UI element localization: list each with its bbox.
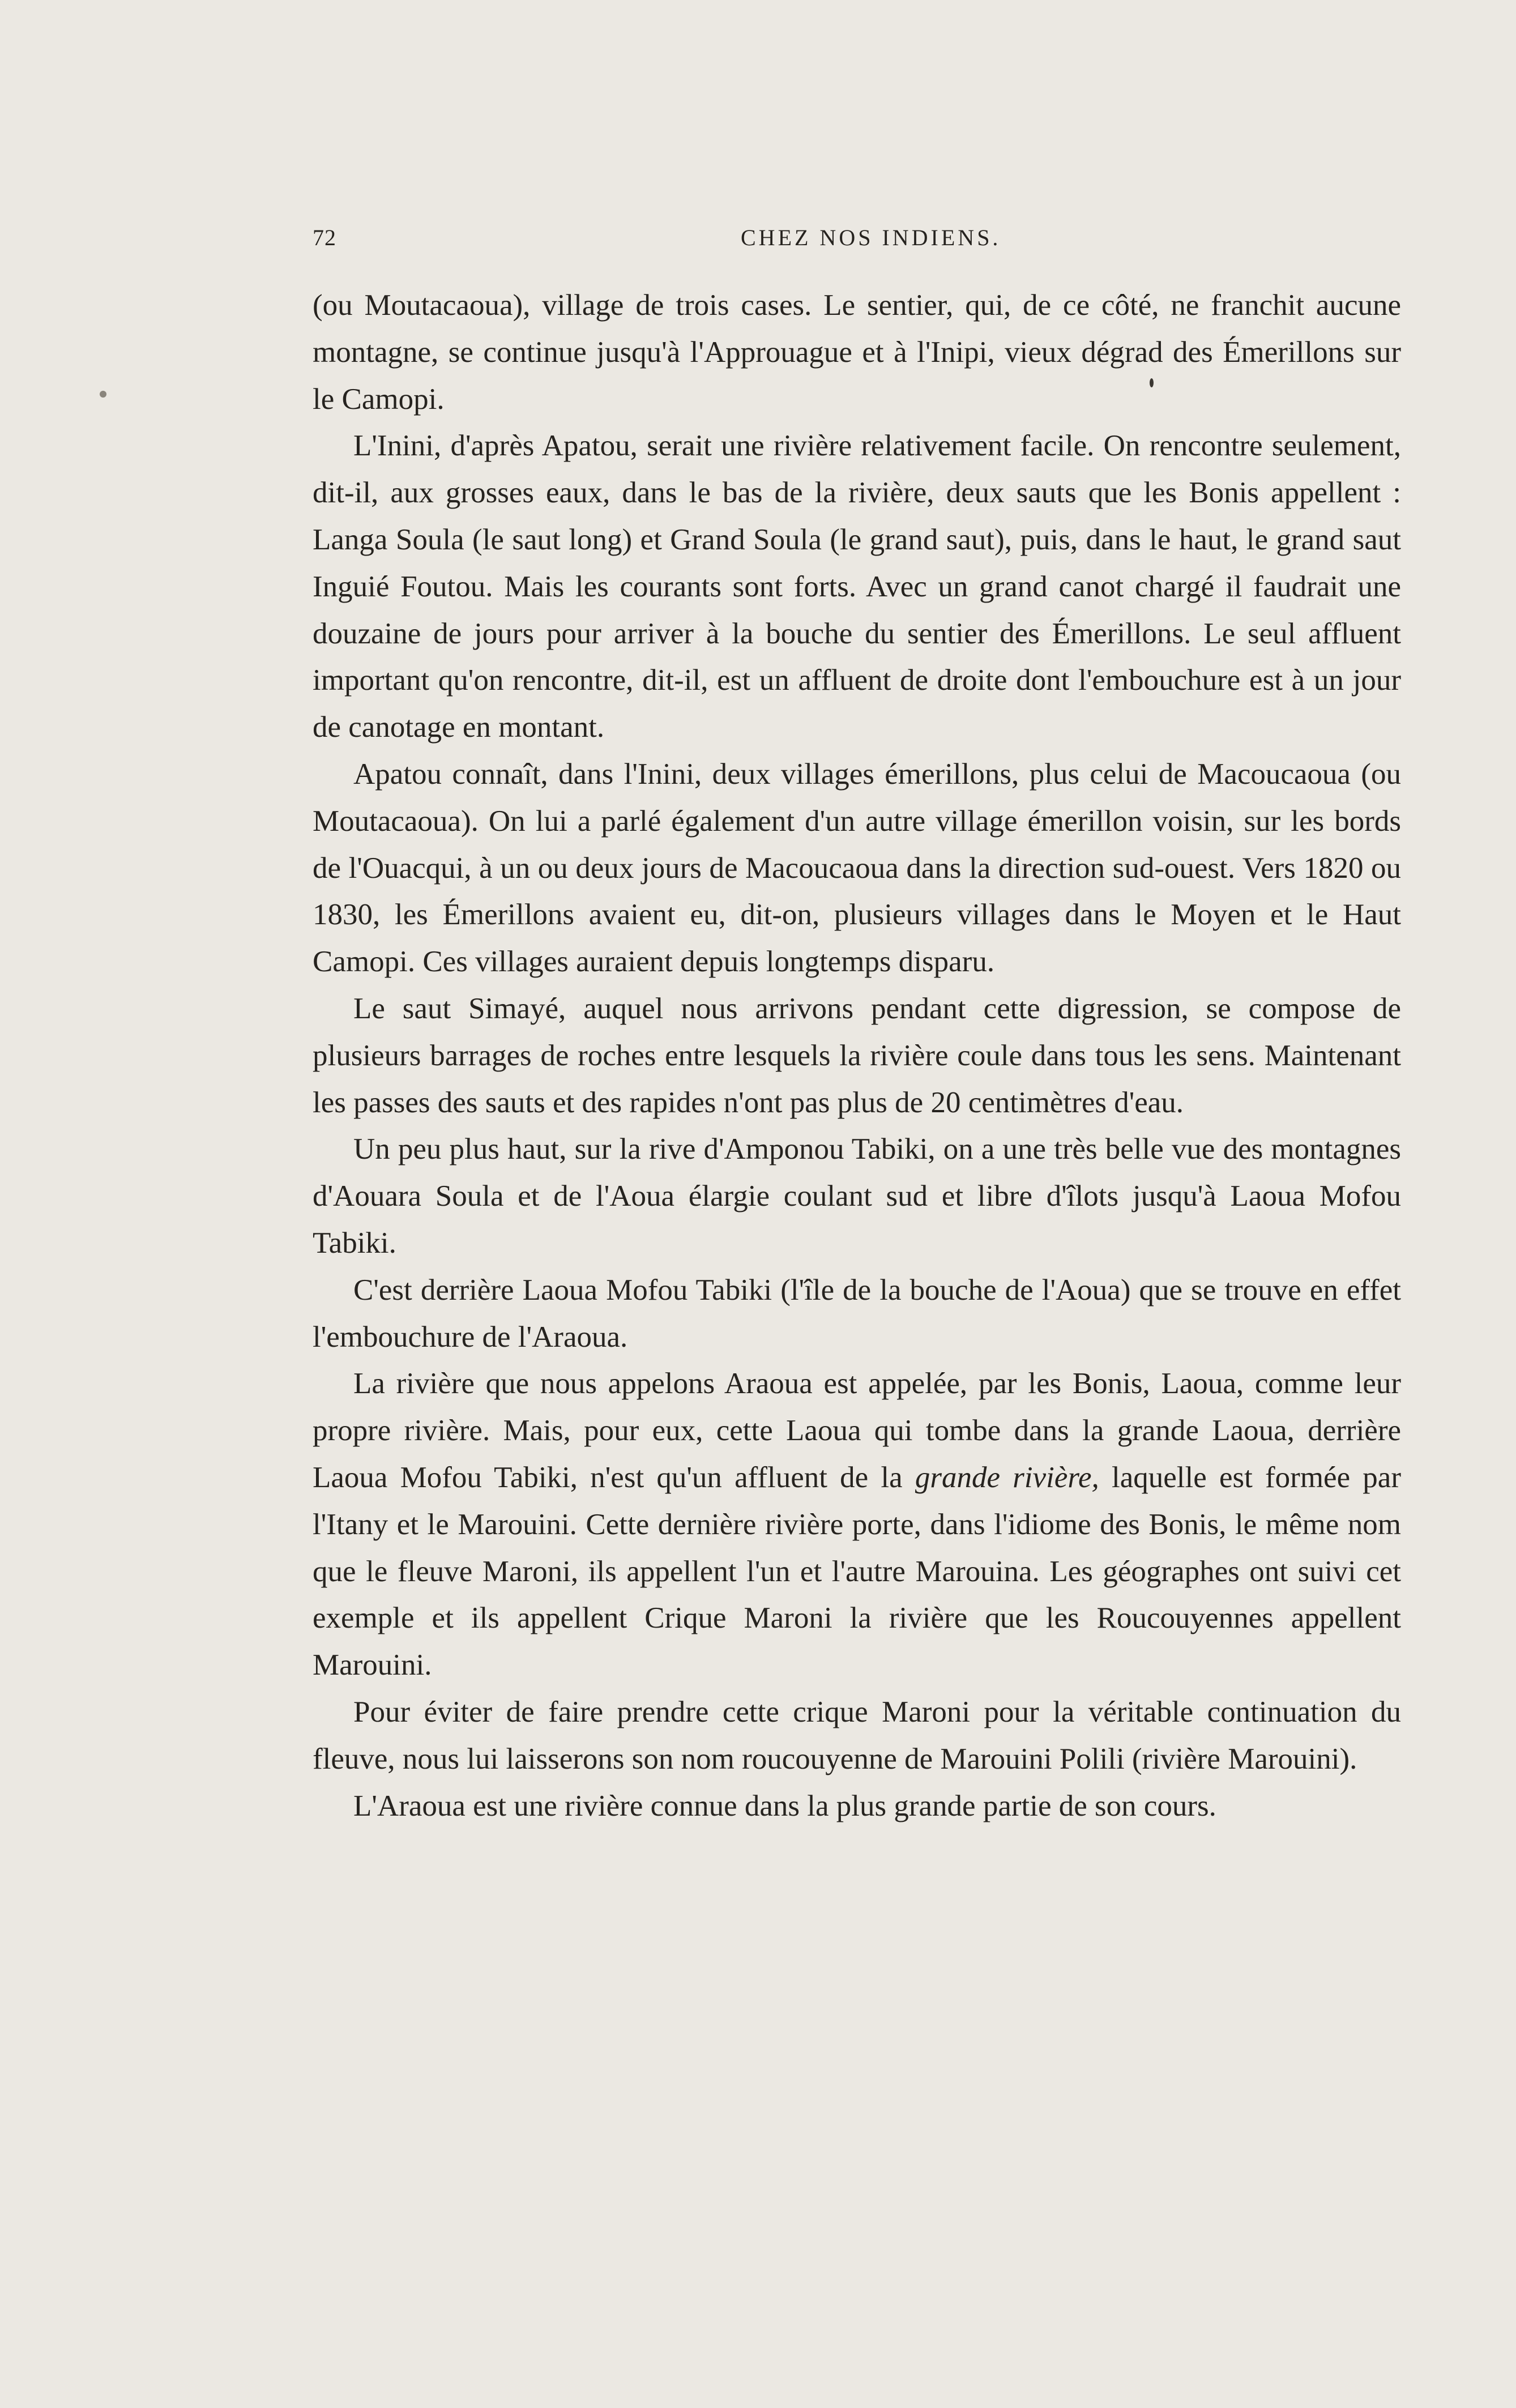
body-text	[313, 282, 1401, 1829]
paragraph-1: (ou Moutacaoua), village de trois cases. Le sentier, qui, de ce côté, ne franchit aucune montagne, se continue jusqu'à l'Approuague et à l'Inipi, vieux dégrad des Émerillons sur le Camopi.	[313, 289, 1401, 416]
paragraph-9: L'Araoua est une rivière connue dans la plus grande partie de son cours.	[353, 1789, 1216, 1822]
paragraph-7	[313, 1360, 1401, 1689]
paragraph-8: Pour éviter de faire prendre cette crique Maroni pour la véritable continuation du fleuve, nous lui laisserons son nom roucouyenne de Marouini Polili (rivière Marouini).	[313, 1695, 1401, 1775]
page-blemish	[100, 391, 106, 398]
italic-phrase: grande rivière,	[915, 1461, 1099, 1494]
running-title: CHEZ NOS INDIENS.	[741, 225, 1001, 250]
page-header	[313, 224, 1418, 258]
paragraph-7-text-end: laquelle est formée par l'Itany et le Marouini. Cette dernière rivière porte, dans l'idiome des Bonis, le même nom que le fleuve Maroni, ils appellent l'un et l'autre Marouina. Les géographes ont suivi cet exemple et ils appellent Crique Maroni la rivière que les Roucouyennes appellent Marouini.	[313, 1461, 1401, 1682]
paragraph-4: Le saut Simayé, auquel nous arrivons pendant cette digression, se compose de plusieurs barrages de roches entre lesquels la rivière coule dans tous les sens. Maintenant les passes des sauts et des rapides n'ont pas plus de 20 centimètres d'eau.	[313, 992, 1401, 1119]
paragraph-2: L'Inini, d'après Apatou, serait une rivière relativement facile. On rencontre seulement, dit-il, aux grosses eaux, dans le bas de la rivière, deux sauts que les Bonis appellent : Langa Soula (le saut long) et Grand Soula (le grand saut), puis, dans le haut, le grand saut Inguié Foutou. Mais les courants sont forts. Avec un grand canot chargé il faudrait une douzaine de jours pour arriver à la bouche du sentier des Émerillons. Le seul affluent important qu'on rencontre, dit-il, est un affluent de droite dont l'embouchure est à un jour de canotage en montant.	[313, 429, 1401, 744]
paragraph-6: C'est derrière Laoua Mofou Tabiki (l'île de la bouche de l'Aoua) que se trouve en effet l'embouchure de l'Araoua.	[313, 1273, 1401, 1354]
page-number: 72	[313, 225, 336, 250]
paragraph-5: Un peu plus haut, sur la rive d'Amponou Tabiki, on a une très belle vue des montagnes d'Aouara Soula et de l'Aoua élargie coulant sud et libre d'îlots jusqu'à Laoua Mofou Tabiki.	[313, 1133, 1401, 1259]
paragraph-3: Apatou connaît, dans l'Inini, deux villages émerillons, plus celui de Macoucaoua (ou Moutacaoua). On lui a parlé également d'un autre village émerillon voisin, sur les bords de l'Ouacqui, à un ou deux jours de Macoucaoua dans la direction sud-ouest. Vers 1820 ou 1830, les Émerillons avaient eu, dit-on, plusieurs villages dans le Moyen et le Haut Camopi. Ces villages auraient depuis longtemps disparu.	[313, 757, 1401, 979]
paragraph-7-text-start: La rivière que nous appelons Araoua est appelée, par les Bonis, Laoua, comme leur propre rivière. Mais, pour eux, cette Laoua qui tombe dans la grande Laoua, derrière Laoua Mofou Tabiki, n'est qu'un affluent de la	[313, 1367, 1401, 1494]
